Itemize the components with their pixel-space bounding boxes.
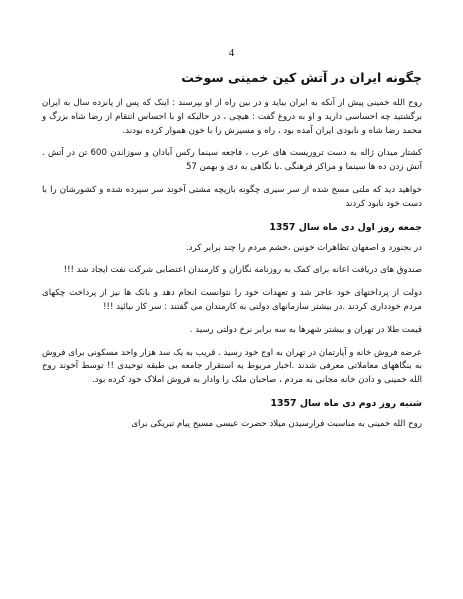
paragraph: روح الله خمینی به مناسبت فرارسیدن میلاد حضرت عیسی مسیح پیام تبریکی برای <box>131 418 422 429</box>
paragraph: در بجنورد و اصفهان تظاهرات خونین ،خشم مردم را چند برابر کرد. <box>185 242 422 253</box>
paragraph: صندوق های دریافت اعانه برای کمک به روزنامه نگاران و کارمندان اعتصابی شرکت نفت ایجاد شد !!! <box>63 265 422 276</box>
section-heading: شنبه روز دوم دی ماه سال 1357 <box>270 397 422 409</box>
document-title: چگونه ایران در آتش کین خمینی سوخت <box>181 70 422 85</box>
page-number: 4 <box>228 47 235 59</box>
section-heading: جمعه روز اول دی ماه سال 1357 <box>269 221 422 233</box>
paragraph: قیمت طلا در تهران و بیشتر شهرها به سه برابر نرخ دولتی رسید . <box>189 324 422 335</box>
paragraph: روح الله خمینی پیش از آنکه به ایران بیاید و در بین راه از او بپرسند : اینک که پس از پانزده سال به ایران برگشتید چه احساسی دارید و او به دروغ گفت : هیچی ، در حالیکه او با احساس انتقام از رضا شاه بزرگ و محمد رضا شاه و نابودی ایران آمده بود ، راه و مسیرش را با خون هموار کرده بودند. <box>42 98 422 136</box>
paragraph: خواهید دید که ملتی مسخ شده از سر سیری چگونه بازیچه مشتی آخوند سر سپرده شده و کشورشان را با دست خود نابود کردند <box>42 184 422 209</box>
paragraph: کشتار میدان ژاله به دست تروریست های عرب ، فاجعه سینما رکس آبادان و سوزاندن 600 تن در آتش . آتش زدن ده ها سینما و مراکز فرهنگی .با نگاهی به دی و بهمن 57 <box>42 148 423 173</box>
paragraph: دولت از پرداختهای خود عاجز شد و تعهدات خود را نتوانست انجام دهد و بانک ها نیز از پرداخت چکهای مردم خودداری کردند .در بیشتر سازمانهای دولتی به کارمندان می گفتند : سر کار نیائید !!! <box>42 288 422 312</box>
document-content <box>42 70 422 441</box>
paragraph: عرضه فروش خانه و آپارتمان در تهران به اوج خود رسید . قریب به یک سد هزار واحد مسکونی برای فروش به بنگاههای معاملاتی معرفی شدند .اخبار مربوط به استقرار جامعه بی طبقه توحیدی !! توسط آخوند روح الله خمینی و دادن خانه مجانی به مردم ، صاحبان ملک را وادار به فروش املاک خود کرده بود. <box>42 347 422 386</box>
